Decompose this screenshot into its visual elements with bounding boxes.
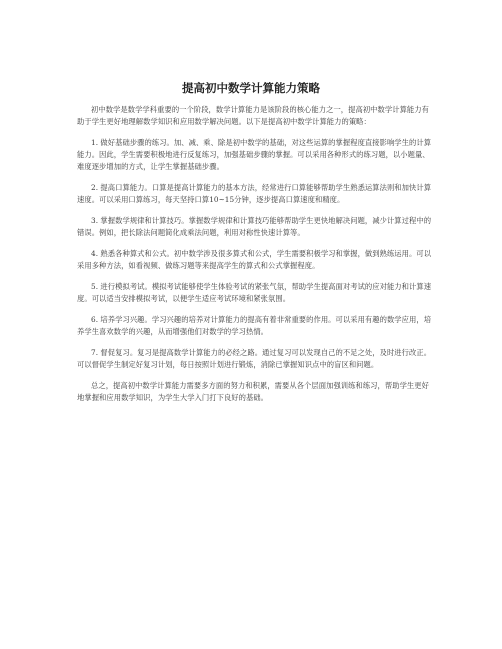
strategy-paragraph-3: 3. 掌握数学规律和计算技巧。掌握数学规律和计算技巧能够帮助学生更快地解决问题，减少计算过程中的错误。例如，把长除法问题简化成乘法问题，利用对称性快速计算等。 xyxy=(77,216,432,237)
strategy-paragraph-6: 6. 培养学习兴趣。学习兴趣的培养对计算能力的提高有着非常重要的作用。可以采用有趣的数学应用，培养学生喜欢数学的兴趣，从而增强他们对数学的学习热情。 xyxy=(77,315,432,336)
strategy-paragraph-2: 2. 提高口算能力。口算是提高计算能力的基本方法，经常进行口算能够帮助学生熟悉运算法则和加快计算速度。可以采用口算练习，每天坚持口算10~15分钟，逐步提高口算速度和精度。 xyxy=(77,183,432,204)
strategy-paragraph-5: 5. 进行模拟考试。模拟考试能够使学生体验考试的紧张气氛，帮助学生提高面对考试的应对能力和计算速度。可以适当安排模拟考试，以便学生适应考试环境和紧张氛围。 xyxy=(77,282,432,303)
document-title: 提高初中数学计算能力策略 xyxy=(182,81,320,95)
strategy-paragraph-4: 4. 熟悉各种算式和公式。初中数学涉及很多算式和公式，学生需要积极学习和掌握，做到熟练运用。可以采用多种方法，如看视频、做练习题等来提高学生的算式和公式掌握程度。 xyxy=(77,249,432,270)
document-body xyxy=(77,104,433,413)
strategy-paragraph-1: 1. 做好基础步骤的练习。加、减、乘、除是初中数学的基础，对这些运算的掌握程度直接影响学生的计算能力。因此，学生需要积极地进行反复练习，加强基础步骤的掌握。可以采用各种形式的练习题，以小题量、难度逐步增加的方式，让学生掌握基础步骤。 xyxy=(77,138,432,171)
intro-paragraph: 初中数学是数学学科重要的一个阶段，数学计算能力是该阶段的核心能力之一，提高初中数学计算能力有助于学生更好地理解数学知识和应用数学解决问题。以下是提高初中数学计算能力的策略： xyxy=(77,105,429,126)
strategy-paragraph-7: 7. 督促复习。复习是提高数学计算能力的必经之路。通过复习可以发现自己的不足之处，及时进行改正。可以督促学生制定好复习计划，每日按照计划进行锻炼，消除已掌握知识点中的盲区和问题。 xyxy=(77,348,432,369)
conclusion-paragraph: 总之，提高初中数学计算能力需要多方面的努力和积累，需要从各个层面加强训练和练习，帮助学生更好地掌握和应用数学知识，为学生大学入门打下良好的基础。 xyxy=(77,381,429,402)
